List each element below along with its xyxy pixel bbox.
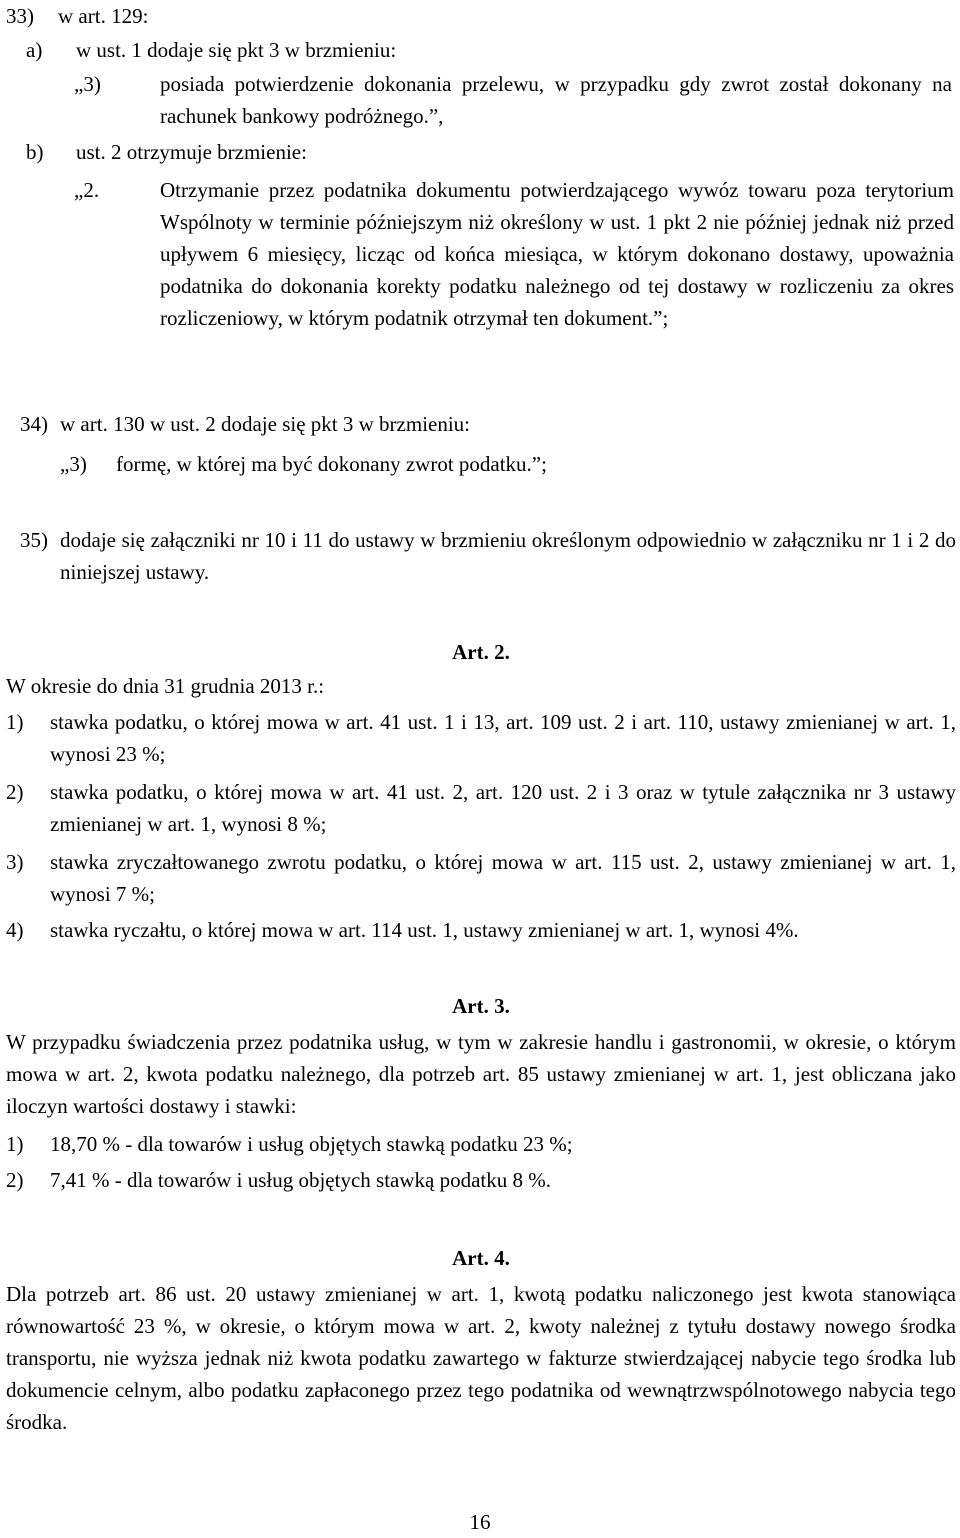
page-number: 16: [469, 1510, 491, 1534]
item-letter: b): [26, 140, 44, 164]
item-number: 34): [20, 412, 48, 436]
point-text: stawka podatku, o której mowa w art. 41 ust. 2, art. 120 ust. 2 i 3 oraz w tytule załącznika nr 3 ustawy zmienianej w art. 1, wynosi 8 %;: [50, 780, 956, 836]
item-number: 35): [20, 528, 48, 552]
point-text: stawka ryczałtu, o której mowa w art. 114 ust. 1, ustawy zmienianej w art. 1, wynosi 4%.: [50, 918, 799, 942]
item-text: ust. 2 otrzymuje brzmienie:: [76, 140, 307, 164]
item-text: w ust. 1 dodaje się pkt 3 w brzmieniu:: [76, 38, 397, 62]
point-number: 2): [6, 1168, 24, 1192]
point-number: „3): [60, 452, 87, 476]
point-text: 7,41 % - dla towarów i usług objętych stawką podatku 8 %.: [50, 1168, 551, 1192]
paragraph-text: Otrzymanie przez podatnika dokumentu potwierdzającego wywóz towaru poza terytorium Wspólnoty w terminie późniejszym niż określony w ust. 1 pkt 2 nie później jednak niż przed upływem 6 miesięcy, licząc od końca miesiąca, w którym dokonano dostawy, upoważnia podatnika do dokonania korekty podatku należnego od tej dostawy w rozliczeniu za okres rozliczeniowy, w którym podatnik otrzymał ten dokument.”;: [160, 178, 954, 330]
article-3-heading: Art. 3.: [452, 994, 510, 1018]
point-text: stawka zryczałtowanego zwrotu podatku, o której mowa w art. 115 ust. 2, ustawy zmienianej w art. 1, wynosi 7 %;: [50, 850, 956, 906]
item-text: w art. 129:: [58, 4, 149, 28]
paragraph-number: „2.: [74, 178, 100, 202]
point-number: 1): [6, 710, 24, 734]
point-text: 18,70 % - dla towarów i usług objętych stawką podatku 23 %;: [50, 1132, 573, 1156]
intro-text: W okresie do dnia 31 grudnia 2013 r.:: [6, 674, 325, 698]
point-text: formę, w której ma być dokonany zwrot podatku.”;: [116, 452, 547, 476]
point-number: 1): [6, 1132, 24, 1156]
body-text: Dla potrzeb art. 86 ust. 20 ustawy zmienianej w art. 1, kwotą podatku naliczonego jest kwota stanowiąca równowartość 23 %, w okresie, o którym mowa w art. 2, kwoty należnej z tytułu dostawy nowego środka transportu, nie wyższa jednak niż kwota podatku zawartego w fakturze stwierdzającej nabycie tego środka lub dokumencie celnym, albo podatku zapłaconego przez tego podatnika od wewnątrzwspólnotowego nabycia tego środka.: [6, 1282, 956, 1434]
intro-text: W przypadku świadczenia przez podatnika usług, w tym w zakresie handlu i gastronomii, w okresie, o którym mowa w art. 2, kwota podatku należnego, dla potrzeb art. 85 ustawy zmienianej w art. 1, jest obliczana jako iloczyn wartości dostawy i stawki:: [6, 1030, 956, 1118]
item-text: dodaje się załączniki nr 10 i 11 do ustawy w brzmieniu określonym odpowiednio w załączniku nr 1 i 2 do niniejszej ustawy.: [60, 528, 956, 584]
point-number: „3): [74, 72, 101, 96]
item-text: w art. 130 w ust. 2 dodaje się pkt 3 w brzmieniu:: [60, 412, 471, 436]
item-number: 33): [6, 4, 34, 28]
point-number: 3): [6, 850, 24, 874]
item-letter: a): [26, 38, 43, 62]
article-2-heading: Art. 2.: [452, 640, 510, 664]
point-text: stawka podatku, o której mowa w art. 41 ust. 1 i 13, art. 109 ust. 2 i art. 110, ustawy zmienianej w art. 1, wynosi 23 %;: [50, 710, 956, 766]
point-number: 2): [6, 780, 24, 804]
point-text: posiada potwierdzenie dokonania przelewu, w przypadku gdy zwrot został dokonany na rachunek bankowy podróżnego.”,: [160, 72, 952, 128]
point-number: 4): [6, 918, 24, 942]
article-4-heading: Art. 4.: [452, 1246, 510, 1270]
